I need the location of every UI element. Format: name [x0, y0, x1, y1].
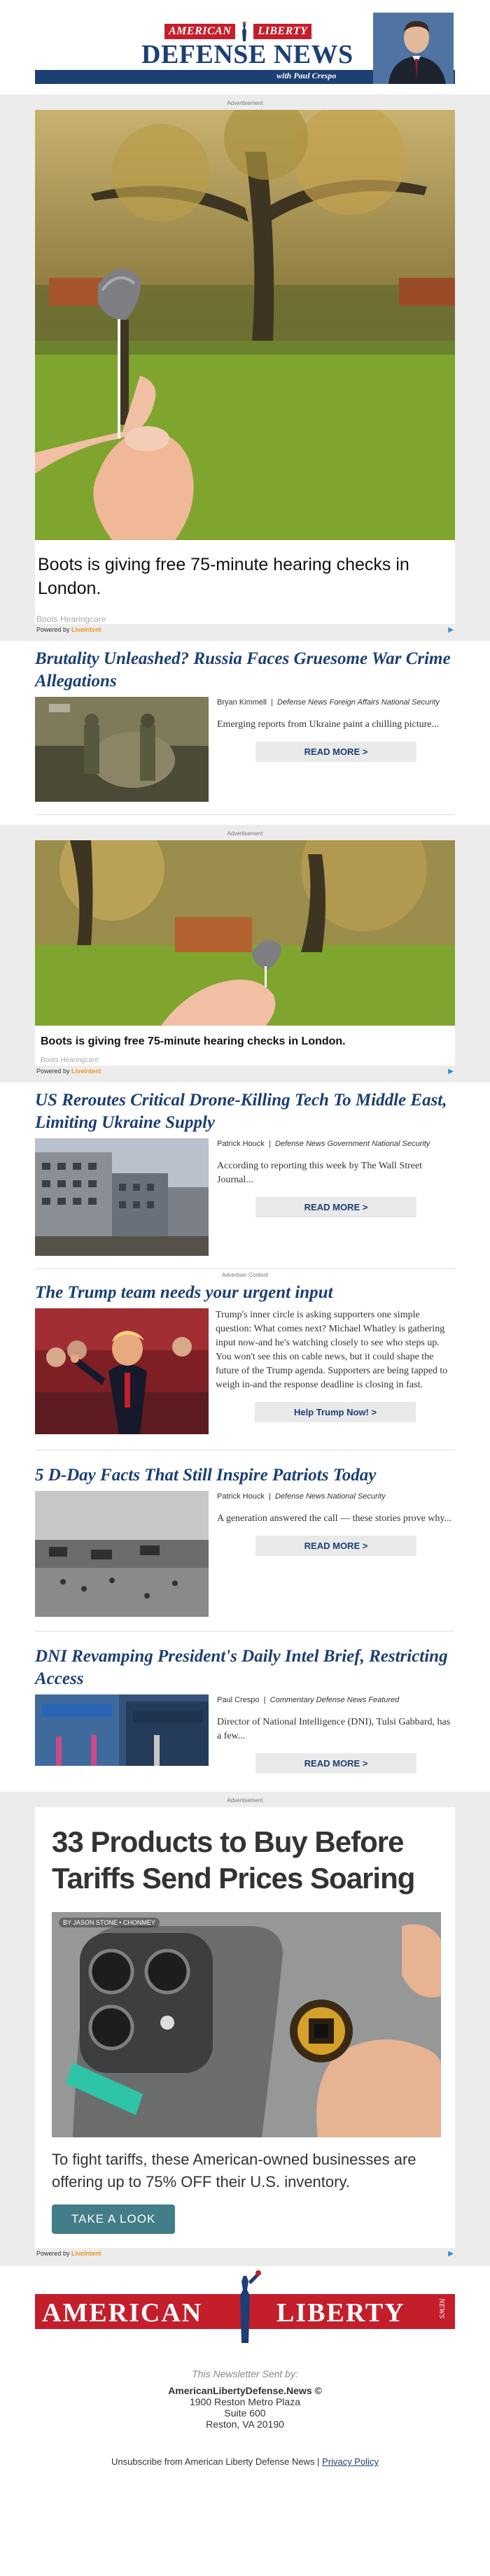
- brand-left: AMERICAN: [164, 24, 235, 39]
- adchoices-icon[interactable]: ▶: [448, 1068, 454, 1075]
- divider: [35, 814, 455, 815]
- article-section[interactable]: Commentary Defense News Featured: [270, 1696, 400, 1704]
- article-byline: Bryan Kimmell | Defense News Foreign Affairs National Security: [217, 698, 440, 707]
- article-section[interactable]: Defense News Government National Security: [274, 1140, 430, 1148]
- read-more-button[interactable]: READ MORE >: [255, 742, 416, 762]
- article-thumbnail[interactable]: [35, 1138, 209, 1256]
- ad-headline[interactable]: Boots is giving free 75-minute hearing checks in London.: [38, 555, 410, 598]
- brand-right: LIBERTY: [253, 24, 312, 39]
- liveintent-logo[interactable]: LiveIntent: [71, 626, 102, 633]
- ad-powered-by: [35, 2250, 455, 2258]
- footer-info: [0, 2349, 490, 2430]
- article-byline: Patrick Houck | Defense News National Security: [217, 1492, 386, 1501]
- liberty-statue-icon: [222, 2270, 268, 2344]
- ad-byline: BY JASON STONE • CHONMEY: [59, 1918, 160, 1927]
- ad-description: To fight tariffs, these American-owned businesses are offering up to 75% OFF their U.S. inventory.: [52, 2151, 416, 2191]
- host-photo: [373, 13, 454, 84]
- sponsored-thumbnail[interactable]: [35, 1308, 209, 1434]
- powered-label: Powered by: [36, 626, 70, 633]
- ad-headline[interactable]: 33 Products to Buy Before Tariffs Send Prices Soaring: [52, 1825, 415, 1895]
- newsletter-subtitle: with Paul Crespo: [276, 71, 337, 80]
- article-section[interactable]: Defense News Foreign Affairs National Security: [277, 698, 440, 707]
- footer-logo-left: AMERICAN: [42, 2298, 203, 2328]
- ad-block-3: [0, 1792, 490, 2266]
- newsletter-title: DEFENSE NEWS: [141, 40, 354, 69]
- footer-address-2: Suite 600: [224, 2407, 266, 2419]
- article-author[interactable]: Paul Crespo: [217, 1696, 260, 1704]
- article-author[interactable]: Patrick Houck: [217, 1492, 265, 1501]
- newsletter-header: [0, 0, 490, 94]
- sent-by: This Newsletter Sent by:: [192, 2368, 298, 2379]
- article-excerpt: A generation answered the call — these stories prove why...: [217, 1513, 451, 1524]
- ad-label: Advertisement: [227, 100, 263, 106]
- privacy-policy-link[interactable]: Privacy Policy: [322, 2456, 379, 2467]
- ad-block-2: [0, 825, 490, 1082]
- ad-image-hearing[interactable]: [35, 110, 455, 540]
- article-title[interactable]: US Reroutes Critical Drone-Killing Tech To Middle East, Limiting Ukraine Supply: [35, 1091, 447, 1132]
- help-trump-button[interactable]: Help Trump Now! >: [255, 1402, 416, 1422]
- ad-card[interactable]: [35, 1807, 455, 2248]
- footer-logo[interactable]: [0, 2266, 490, 2349]
- ad-brand: Boots Hearingcare: [41, 1056, 99, 1064]
- footer-address-3: Reston, VA 20190: [206, 2419, 284, 2430]
- article-thumbnail[interactable]: [35, 1491, 209, 1617]
- article-2: [0, 1082, 490, 1256]
- ad-image-hearing[interactable]: [35, 840, 455, 1026]
- article-4: [0, 1632, 490, 1774]
- sponsored-label: Advertiser Content: [221, 1272, 269, 1278]
- ad-headline[interactable]: Boots is giving free 75-minute hearing checks in London.: [41, 1035, 346, 1047]
- unsubscribe-line: [0, 2456, 490, 2477]
- read-more-button[interactable]: READ MORE >: [255, 1197, 416, 1217]
- footer-logo-right: LIBERTY: [276, 2298, 405, 2328]
- ad-card[interactable]: [35, 110, 455, 624]
- article-excerpt: Emerging reports from Ukraine paint a chilling picture...: [217, 719, 439, 730]
- unsubscribe-link[interactable]: Unsubscribe from American Liberty Defense News |: [111, 2456, 320, 2467]
- ad-label: Advertisement: [227, 830, 263, 837]
- sponsored-title[interactable]: The Trump team needs your urgent input: [35, 1283, 333, 1302]
- article-author[interactable]: Bryan Kimmell: [217, 698, 267, 707]
- ad-powered-by: [35, 1068, 455, 1075]
- article-byline: Patrick Houck | Defense News Government National Security: [217, 1140, 430, 1148]
- article-excerpt: Director of National Intelligence (DNI), Tulsi Gabbard, has a few...: [217, 1717, 451, 1741]
- article-byline: Paul Crespo | Commentary Defense News Featured: [217, 1696, 400, 1704]
- ad-brand: Boots Hearingcare: [36, 614, 106, 624]
- read-more-button[interactable]: READ MORE >: [255, 1753, 416, 1774]
- sponsored-block: [0, 1269, 490, 1434]
- footer-address-1: 1900 Reston Metro Plaza: [190, 2396, 300, 2407]
- ad-block-1: [0, 94, 490, 641]
- ad-card[interactable]: [35, 840, 455, 1066]
- powered-label: Powered by: [36, 2250, 70, 2257]
- ad-label: Advertisement: [227, 1797, 263, 1804]
- article-1: [0, 641, 490, 802]
- liveintent-logo[interactable]: LiveIntent: [71, 2250, 102, 2257]
- footer-site[interactable]: AmericanLibertyDefense.News ©: [168, 2385, 322, 2396]
- adchoices-icon[interactable]: ▶: [448, 2250, 454, 2258]
- article-author[interactable]: Patrick Houck: [217, 1140, 265, 1148]
- sponsored-text: Trump's inner circle is asking supporters one simple question: What comes next? Michael Whatley is gathering input now-and he's watching closely to see who steps up. You won't see this on cable news, but it could shape the future of the Trump agenda. Supporters are being tapped to weigh in-and the response deadline is closing in fast.: [216, 1310, 448, 1390]
- read-more-button[interactable]: READ MORE >: [255, 1536, 416, 1556]
- article-title[interactable]: 5 D-Day Facts That Still Inspire Patriots Today: [35, 1466, 377, 1485]
- article-thumbnail[interactable]: [35, 1694, 209, 1766]
- footer-logo-news: NEWS: [438, 2298, 446, 2319]
- powered-label: Powered by: [36, 1068, 70, 1075]
- article-title[interactable]: DNI Revamping President's Daily Intel Brief, Restricting Access: [35, 1647, 448, 1688]
- ad-image-phone[interactable]: [52, 1912, 441, 2137]
- take-a-look-button[interactable]: TAKE A LOOK: [52, 2205, 175, 2234]
- article-thumbnail[interactable]: [35, 697, 209, 802]
- adchoices-icon[interactable]: ▶: [448, 626, 454, 634]
- article-title[interactable]: Brutality Unleashed? Russia Faces Gruesome War Crime Allegations: [35, 649, 451, 691]
- ad-powered-by: [35, 626, 455, 634]
- article-section[interactable]: Defense News National Security: [274, 1492, 386, 1501]
- article-3: [0, 1450, 490, 1617]
- article-excerpt: According to reporting this week by The Wall Street Journal...: [217, 1161, 423, 1185]
- liveintent-logo[interactable]: LiveIntent: [71, 1068, 102, 1075]
